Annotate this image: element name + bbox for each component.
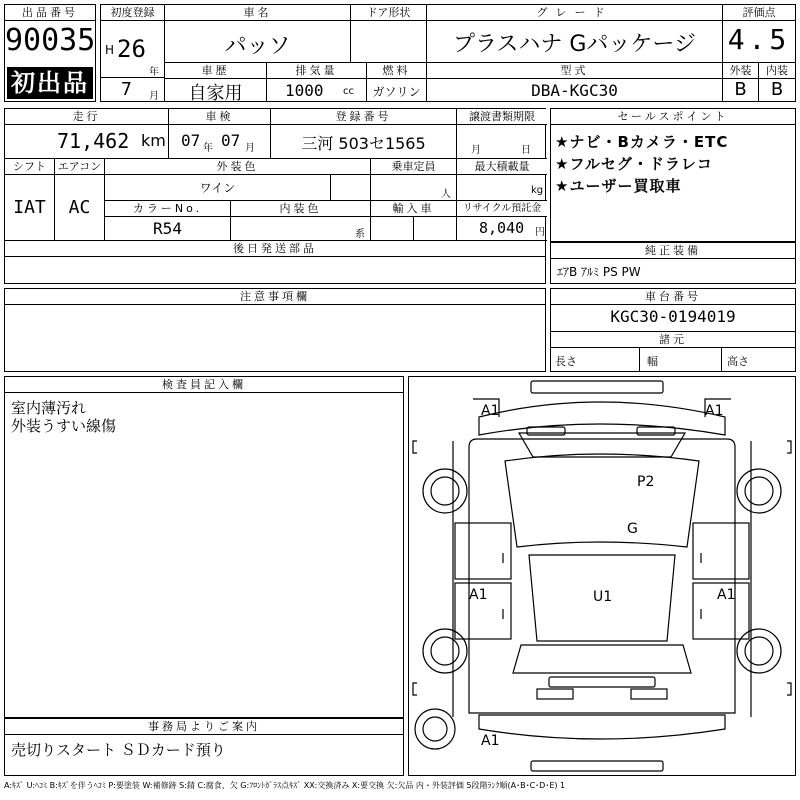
history-cell <box>165 63 267 101</box>
registration-number: 三河 503セ1565 <box>301 134 426 153</box>
recycle-label: リサイクル預託金 <box>457 201 547 217</box>
mileage-cell <box>5 109 169 159</box>
fuel-cell <box>367 63 427 101</box>
damage-mark: A1 <box>705 403 724 419</box>
capacity-unit: 人 <box>441 189 451 200</box>
history-label: 車歴 <box>165 63 266 79</box>
inspection-year-unit: 年 <box>203 143 213 154</box>
fuel-label: 燃料 <box>367 63 426 79</box>
era: H <box>105 43 115 57</box>
transfer-month-unit: 月 <box>471 145 481 156</box>
displacement-unit: cc <box>343 86 354 97</box>
color-label: 外装色 <box>105 159 370 175</box>
lot-box <box>4 4 96 102</box>
damage-mark: A1 <box>469 587 488 603</box>
displacement-label: 排気量 <box>267 63 366 79</box>
interior-color-cell <box>231 201 371 241</box>
interior-cell <box>759 63 795 101</box>
sales-point-item: ★ユーザー買取車 <box>555 177 682 195</box>
later-parts-cell <box>5 241 545 283</box>
color-no-cell <box>105 201 231 241</box>
damage-mark: U1 <box>593 589 613 605</box>
inspector-note: 外装うすい線傷 <box>11 417 117 435</box>
chassis-box <box>550 288 796 372</box>
equipment-value: ｴｱB ｱﾙﾐ PS PW <box>557 265 641 279</box>
damage-diagram <box>408 376 796 776</box>
load-cell <box>457 159 547 201</box>
load-unit: kg <box>531 185 544 196</box>
car-name-label: 車名 <box>165 5 350 21</box>
exterior-label: 外装 <box>723 63 758 79</box>
inspector-label: 検査員記入欄 <box>5 377 403 393</box>
damage-mark: A1 <box>481 733 500 749</box>
model-cell <box>427 63 723 101</box>
first-reg-year: 26 <box>117 35 146 63</box>
transfer-day-unit: 日 <box>521 145 531 156</box>
sales-point-item: ★フルセグ・ドラレコ <box>555 155 713 173</box>
model-label: 型式 <box>427 63 722 79</box>
registration-label: 登録番号 <box>271 109 456 125</box>
score-cell <box>723 5 795 63</box>
color-no-value: R54 <box>153 219 182 238</box>
ac-label: エアコン <box>55 159 104 175</box>
displacement-value: 1000 <box>285 81 324 100</box>
chassis-number: KGC30-0194019 <box>610 307 736 326</box>
color-value: ワイン <box>199 181 236 195</box>
notes-box <box>4 288 546 372</box>
shift-value: IAT <box>13 197 46 218</box>
inspection-label: 車検 <box>169 109 270 125</box>
import-label: 輸入車 <box>371 201 456 217</box>
first-reg-cell <box>101 5 165 101</box>
month-unit: 月 <box>149 91 159 101</box>
sales-points-box <box>550 108 796 242</box>
exterior-cell <box>723 63 759 101</box>
door-cell <box>351 5 427 63</box>
car-name-cell <box>165 5 351 63</box>
damage-mark: A1 <box>481 403 500 419</box>
grade-label: グレード <box>427 5 722 21</box>
damage-mark: A1 <box>717 587 736 603</box>
mileage-label: 走行 <box>5 109 168 125</box>
model-value: DBA-KGC30 <box>531 81 618 100</box>
equipment-label: 純正装備 <box>551 243 795 259</box>
car-name: パッソ <box>224 34 291 59</box>
damage-mark: G <box>627 521 638 537</box>
inspection-month-unit: 月 <box>245 143 255 154</box>
import-cell <box>371 201 457 241</box>
spec-length-label: 長さ <box>555 355 577 368</box>
fuel-value: ガソリン <box>372 85 421 99</box>
shift-cell <box>5 159 55 241</box>
score-label: 評価点 <box>723 5 795 21</box>
grade-cell <box>427 5 723 63</box>
interior-label: 内装 <box>759 63 795 79</box>
inspector-note: 室内薄汚れ <box>11 399 87 417</box>
load-label: 最大積載量 <box>457 159 547 175</box>
mileage-unit: km <box>141 131 166 150</box>
ac-cell <box>55 159 105 241</box>
lot-number: 90035 <box>5 23 96 58</box>
transfer-cell <box>457 109 547 159</box>
first-listing-badge: 初出品 <box>7 67 93 99</box>
recycle-unit: 円 <box>535 227 545 238</box>
equipment-box <box>550 242 796 284</box>
interior-color-label: 内装色 <box>231 201 370 217</box>
color-no-label: カラーNo. <box>105 201 230 217</box>
notes-label: 注意事項欄 <box>5 289 545 305</box>
vehicle-info-table <box>100 4 796 102</box>
car-diagram-svg <box>409 377 795 775</box>
sales-point-item: ★ナビ・Bカメラ・ETC <box>555 133 729 151</box>
legend-text: A:ｷｽﾞ U:ﾍｺﾐ B:ｷｽﾞを伴うﾍｺﾐ P:要塗装 W:補修跡 S:錆 C:腐食、欠 G:ﾌﾛﾝﾄｶﾞﾗｽ点ｷｽﾞ XX:交換済み X:要交換 欠:欠品 内・外装評価 5段階ﾗﾝｸ順(A･B･C･D･E) 1 <box>4 781 566 790</box>
damage-mark: P2 <box>637 474 655 490</box>
sales-points-label: セールスポイント <box>551 109 795 125</box>
recycle-value: 8,040 <box>479 219 525 237</box>
office-box <box>4 718 404 776</box>
lot-label: 出品番号 <box>5 5 95 21</box>
score-value: 4.5 <box>727 23 791 56</box>
office-value: 売切りスタート ＳＤカード預り <box>11 741 226 759</box>
inspection-cell <box>169 109 271 159</box>
first-reg-label: 初度登録 <box>101 5 164 21</box>
first-reg-month: 7 <box>121 79 132 100</box>
door-label: ドア形状 <box>351 5 426 21</box>
ac-value: AC <box>68 197 91 218</box>
inspection-month: 07 <box>221 131 241 150</box>
office-label: 事務局よりご案内 <box>5 719 403 735</box>
interior-grade: B <box>770 79 784 100</box>
inspection-year: 07 <box>181 131 201 150</box>
capacity-cell <box>371 159 457 201</box>
recycle-cell <box>457 201 547 241</box>
color-cell <box>105 159 371 201</box>
displacement-cell <box>267 63 367 101</box>
year-unit: 年 <box>149 67 159 78</box>
later-parts-label: 後日発送部品 <box>5 241 545 257</box>
capacity-label: 乗車定員 <box>371 159 456 175</box>
mileage-value: 71,462 <box>57 129 130 153</box>
chassis-label: 車台番号 <box>551 289 795 305</box>
spec-width-label: 幅 <box>647 355 658 368</box>
shift-label: シフト <box>5 159 54 175</box>
details-table <box>4 108 546 284</box>
exterior-grade: B <box>734 79 747 100</box>
history-value: 自家用 <box>188 83 243 101</box>
specs-label: 諸元 <box>551 331 795 348</box>
transfer-label: 譲渡書類期限 <box>457 109 547 125</box>
registration-cell <box>271 109 457 159</box>
grade-value: プラスハナ Gパッケージ <box>453 32 696 57</box>
interior-color-unit: 系 <box>355 229 365 240</box>
spec-height-label: 高さ <box>727 355 749 368</box>
inspector-box <box>4 376 404 718</box>
